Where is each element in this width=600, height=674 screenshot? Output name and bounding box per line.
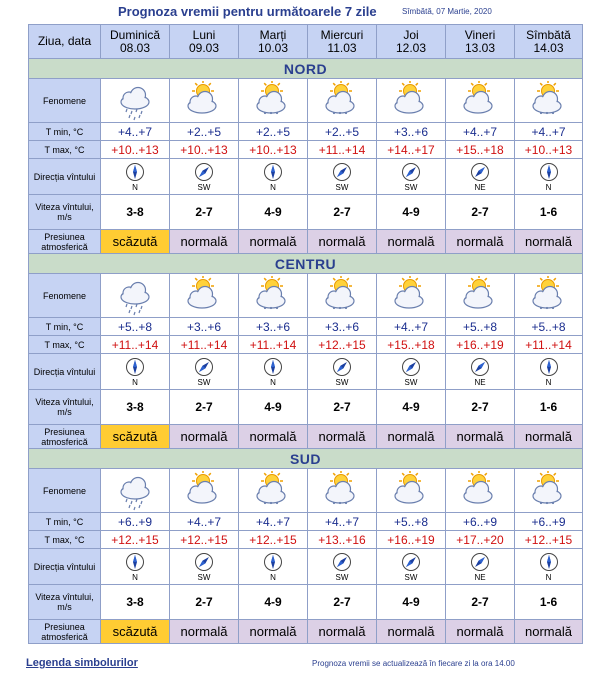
weather-cell	[515, 274, 583, 318]
tmax-value: +16..+19	[377, 531, 446, 549]
tmin-value: +3..+6	[377, 123, 446, 141]
tmax-row	[29, 531, 583, 549]
day-date: 12.03	[395, 40, 427, 55]
tmin-value: +2..+5	[239, 123, 308, 141]
pressure-value: scăzută	[101, 620, 170, 644]
compass-arrow-icon	[263, 552, 283, 572]
wind-speed-value: 3-8	[101, 195, 170, 230]
tmin-row	[29, 123, 583, 141]
wind-direction	[239, 162, 307, 192]
wind-direction	[515, 357, 582, 387]
wind-direction	[239, 552, 307, 582]
wind-direction-cell	[239, 159, 308, 195]
wind-direction-label: SW	[335, 182, 349, 192]
tmin-value: +4..+7	[446, 123, 515, 141]
wind-direction	[170, 552, 238, 582]
wind-direction	[170, 357, 238, 387]
wind-direction	[377, 552, 445, 582]
compass-arrow-icon	[263, 357, 283, 377]
wind-direction-cell	[515, 549, 583, 585]
wind-direction-label: SW	[197, 572, 211, 582]
compass-arrow-icon	[332, 162, 352, 182]
sun-snow-cloud-icon	[239, 81, 307, 121]
tmin-value: +3..+6	[239, 318, 308, 336]
weather-cell	[446, 79, 515, 123]
wind-speed-value: 4-9	[239, 390, 308, 425]
tmin-value: +4..+7	[239, 513, 308, 531]
region-name: CENTRU	[29, 254, 583, 274]
wind-direction	[515, 552, 582, 582]
day-date: 10.03	[257, 40, 289, 55]
wind-direction-cell	[101, 549, 170, 585]
tmin-row	[29, 513, 583, 531]
region-header-row	[29, 59, 583, 79]
sun-snow-cloud-icon	[515, 276, 582, 316]
wind-speed-row	[29, 585, 583, 620]
tmin-value: +6..+9	[101, 513, 170, 531]
top-bar	[0, 0, 600, 24]
wind-direction-cell	[515, 354, 583, 390]
day-name: Duminică	[109, 27, 160, 42]
day-name: Miercuri	[320, 27, 364, 42]
tmax-row	[29, 141, 583, 159]
day-name: Vineri	[464, 27, 496, 42]
forecast-table	[28, 24, 583, 644]
wind-direction-cell	[377, 159, 446, 195]
tmax-row	[29, 336, 583, 354]
pressure-value: normală	[308, 425, 377, 449]
wind-direction	[101, 162, 169, 192]
tmin-value: +4..+7	[515, 123, 583, 141]
weather-cell	[515, 469, 583, 513]
weather-cell	[377, 274, 446, 318]
wind-direction-row	[29, 549, 583, 585]
wind-speed-value: 4-9	[239, 195, 308, 230]
sun-snow-cloud-icon	[239, 471, 307, 511]
row-label: Direcția vîntului	[29, 549, 101, 585]
wind-speed-value: 3-8	[101, 390, 170, 425]
tmax-value: +12..+15	[239, 531, 308, 549]
wind-direction-label: N	[132, 377, 138, 387]
wind-direction-row	[29, 159, 583, 195]
wind-direction-cell	[170, 159, 239, 195]
weather-cell	[239, 469, 308, 513]
wind-direction-label: SW	[197, 377, 211, 387]
day-name: Marți	[259, 27, 287, 42]
region-name: NORD	[29, 59, 583, 79]
weather-cell	[446, 469, 515, 513]
day-header	[239, 25, 308, 59]
compass-arrow-icon	[401, 162, 421, 182]
region-header-row	[29, 449, 583, 469]
row-label: Presiunea atmosferică	[29, 425, 101, 449]
tmin-value: +2..+5	[308, 123, 377, 141]
wind-direction-label: N	[132, 572, 138, 582]
wind-direction	[377, 162, 445, 192]
wind-direction-cell	[308, 549, 377, 585]
update-note: Prognoza vremii se actualizează în fiecare zi la ora 14.00	[312, 659, 515, 668]
weather-cell	[377, 469, 446, 513]
row-label: Direcția vîntului	[29, 159, 101, 195]
tmax-value: +17..+20	[446, 531, 515, 549]
row-label: T min, °C	[29, 513, 101, 531]
wind-speed-value: 2-7	[308, 585, 377, 620]
tmax-value: +11..+14	[515, 336, 583, 354]
tmin-value: +5..+8	[377, 513, 446, 531]
tmax-value: +12..+15	[170, 531, 239, 549]
wind-speed-value: 4-9	[377, 195, 446, 230]
tmin-row	[29, 318, 583, 336]
tmax-value: +10..+13	[101, 141, 170, 159]
pressure-value: normală	[308, 230, 377, 254]
wind-direction-label: N	[545, 182, 552, 192]
tmin-value: +5..+8	[515, 318, 583, 336]
wind-speed-value: 1-6	[515, 585, 583, 620]
pressure-value: normală	[515, 230, 583, 254]
sun-cloud-icon	[446, 81, 514, 121]
wind-direction-label: N	[270, 572, 276, 582]
compass-arrow-icon	[470, 357, 490, 377]
sun-cloud-icon	[446, 276, 514, 316]
page-title: Prognoza vremii pentru următoarele 7 zile	[118, 4, 377, 19]
weather-cell	[101, 274, 170, 318]
weather-cell	[239, 79, 308, 123]
sun-cloud-icon	[170, 276, 238, 316]
weather-cell	[170, 274, 239, 318]
compass-arrow-icon	[470, 162, 490, 182]
tmax-value: +11..+14	[101, 336, 170, 354]
pressure-value: normală	[239, 425, 308, 449]
wind-direction-label: NE	[474, 572, 486, 582]
tmin-value: +4..+7	[101, 123, 170, 141]
weather-icon-row	[29, 274, 583, 318]
pressure-row	[29, 620, 583, 644]
wind-speed-value: 2-7	[308, 195, 377, 230]
wind-direction-cell	[101, 354, 170, 390]
wind-direction-cell	[446, 549, 515, 585]
tmin-value: +3..+6	[308, 318, 377, 336]
tmin-value: +6..+9	[446, 513, 515, 531]
pressure-row	[29, 230, 583, 254]
wind-speed-value: 1-6	[515, 390, 583, 425]
tmin-value: +4..+7	[377, 318, 446, 336]
pressure-value: normală	[170, 620, 239, 644]
tmax-value: +11..+14	[308, 141, 377, 159]
row-label: T max, °C	[29, 141, 101, 159]
wind-direction-cell	[239, 354, 308, 390]
wind-speed-value: 2-7	[446, 195, 515, 230]
tmax-value: +10..+13	[170, 141, 239, 159]
wind-direction-label: N	[545, 572, 552, 582]
day-header	[101, 25, 170, 59]
wind-direction-label: SW	[404, 572, 418, 582]
row-label: Fenomene	[29, 469, 101, 513]
pressure-value: normală	[515, 425, 583, 449]
pressure-value: normală	[377, 425, 446, 449]
compass-arrow-icon	[263, 162, 283, 182]
row-label: Presiunea atmosferică	[29, 620, 101, 644]
compass-arrow-icon	[125, 162, 145, 182]
wind-direction-cell	[446, 159, 515, 195]
region-name: SUD	[29, 449, 583, 469]
compass-arrow-icon	[470, 552, 490, 572]
row-label: T min, °C	[29, 123, 101, 141]
weather-cell	[308, 469, 377, 513]
sun-cloud-icon	[446, 471, 514, 511]
wind-direction-cell	[308, 159, 377, 195]
pressure-value: normală	[170, 230, 239, 254]
day-header	[515, 25, 583, 59]
day-header	[308, 25, 377, 59]
wind-speed-value: 2-7	[446, 390, 515, 425]
wind-direction	[377, 357, 445, 387]
weather-icon-row	[29, 469, 583, 513]
wind-direction-row	[29, 354, 583, 390]
wind-direction	[446, 357, 514, 387]
wind-speed-row	[29, 390, 583, 425]
compass-arrow-icon	[401, 552, 421, 572]
pressure-value: normală	[446, 230, 515, 254]
weather-cell	[101, 469, 170, 513]
pressure-value: normală	[239, 230, 308, 254]
weather-cell	[170, 469, 239, 513]
wind-direction-label: N	[132, 182, 138, 192]
tmax-value: +12..+15	[101, 531, 170, 549]
pressure-value: normală	[308, 620, 377, 644]
wind-speed-value: 3-8	[101, 585, 170, 620]
day-header	[446, 25, 515, 59]
wind-speed-value: 1-6	[515, 195, 583, 230]
current-date: Sîmbătă, 07 Martie, 2020	[402, 7, 492, 16]
weather-cell	[446, 274, 515, 318]
pressure-value: scăzută	[101, 230, 170, 254]
day-name: Luni	[192, 27, 216, 42]
row-label: T max, °C	[29, 531, 101, 549]
weather-cell	[377, 79, 446, 123]
wind-speed-value: 2-7	[170, 585, 239, 620]
tmin-value: +3..+6	[170, 318, 239, 336]
wind-direction-cell	[170, 549, 239, 585]
pressure-value: normală	[446, 620, 515, 644]
wind-direction	[170, 162, 238, 192]
wind-speed-value: 2-7	[170, 390, 239, 425]
day-name: Sîmbătă	[526, 27, 571, 42]
wind-speed-value: 4-9	[377, 585, 446, 620]
sun-cloud-icon	[170, 81, 238, 121]
pressure-value: normală	[377, 230, 446, 254]
day-date: 11.03	[327, 40, 357, 55]
day-date: 08.03	[119, 40, 151, 55]
tmax-value: +13..+16	[308, 531, 377, 549]
compass-arrow-icon	[194, 357, 214, 377]
tmax-value: +10..+13	[515, 141, 583, 159]
compass-arrow-icon	[401, 357, 421, 377]
days-header-row	[29, 25, 583, 59]
wind-direction-cell	[377, 354, 446, 390]
tmax-value: +12..+15	[308, 336, 377, 354]
row-label: Viteza vîntului, m/s	[29, 390, 101, 425]
row-label: Fenomene	[29, 274, 101, 318]
compass-arrow-icon	[332, 552, 352, 572]
rain-cloud-icon	[101, 471, 169, 511]
wind-direction	[101, 552, 169, 582]
wind-direction-cell	[170, 354, 239, 390]
sun-cloud-icon	[377, 276, 445, 316]
compass-arrow-icon	[539, 162, 559, 182]
header-label: Ziua, data	[29, 25, 101, 59]
wind-direction-cell	[377, 549, 446, 585]
pressure-value: normală	[239, 620, 308, 644]
sun-snow-cloud-icon	[308, 471, 376, 511]
wind-direction-label: N	[270, 377, 276, 387]
wind-direction-cell	[308, 354, 377, 390]
wind-direction-label: NE	[474, 182, 486, 192]
day-name: Joi	[403, 27, 419, 42]
tmax-value: +15..+18	[377, 336, 446, 354]
wind-speed-row	[29, 195, 583, 230]
rain-cloud-icon	[101, 276, 169, 316]
sun-snow-cloud-icon	[515, 471, 582, 511]
row-label: T min, °C	[29, 318, 101, 336]
wind-direction	[308, 162, 376, 192]
tmin-value: +5..+8	[446, 318, 515, 336]
sun-cloud-icon	[377, 81, 445, 121]
sun-cloud-icon	[170, 471, 238, 511]
row-label: Presiunea atmosferică	[29, 230, 101, 254]
row-label: Direcția vîntului	[29, 354, 101, 390]
wind-speed-value: 2-7	[446, 585, 515, 620]
wind-direction-label: N	[545, 377, 552, 387]
wind-direction	[101, 357, 169, 387]
compass-arrow-icon	[194, 552, 214, 572]
wind-speed-value: 2-7	[308, 390, 377, 425]
wind-direction-label: N	[270, 182, 276, 192]
rain-cloud-icon	[101, 81, 169, 121]
wind-direction-cell	[101, 159, 170, 195]
sun-snow-cloud-icon	[515, 81, 582, 121]
wind-speed-value: 4-9	[377, 390, 446, 425]
tmax-value: +11..+14	[239, 336, 308, 354]
row-label: Fenomene	[29, 79, 101, 123]
pressure-value: normală	[170, 425, 239, 449]
wind-direction-cell	[515, 159, 583, 195]
weather-cell	[308, 79, 377, 123]
weather-cell	[101, 79, 170, 123]
weather-cell	[239, 274, 308, 318]
pressure-value: normală	[446, 425, 515, 449]
wind-direction-cell	[446, 354, 515, 390]
weather-icon-row	[29, 79, 583, 123]
tmin-value: +4..+7	[170, 513, 239, 531]
pressure-row	[29, 425, 583, 449]
pressure-value: scăzută	[101, 425, 170, 449]
sun-snow-cloud-icon	[308, 81, 376, 121]
weather-cell	[515, 79, 583, 123]
tmax-value: +12..+15	[515, 531, 583, 549]
tmin-value: +2..+5	[170, 123, 239, 141]
row-label: Viteza vîntului, m/s	[29, 585, 101, 620]
compass-arrow-icon	[125, 552, 145, 572]
wind-direction-label: SW	[404, 377, 418, 387]
wind-direction-cell	[239, 549, 308, 585]
wind-direction-label: SW	[404, 182, 418, 192]
wind-direction	[239, 357, 307, 387]
legend-link[interactable]: Legenda simbolurilor	[26, 657, 138, 669]
wind-direction-label: SW	[335, 572, 349, 582]
tmax-value: +11..+14	[170, 336, 239, 354]
wind-direction	[446, 552, 514, 582]
sun-snow-cloud-icon	[308, 276, 376, 316]
wind-direction	[308, 357, 376, 387]
day-date: 14.03	[533, 40, 564, 55]
wind-direction-label: SW	[197, 182, 211, 192]
tmin-value: +6..+9	[515, 513, 583, 531]
pressure-value: normală	[515, 620, 583, 644]
row-label: Viteza vîntului, m/s	[29, 195, 101, 230]
tmin-value: +4..+7	[308, 513, 377, 531]
wind-speed-value: 2-7	[170, 195, 239, 230]
tmax-value: +15..+18	[446, 141, 515, 159]
tmax-value: +14..+17	[377, 141, 446, 159]
row-label: T max, °C	[29, 336, 101, 354]
day-date: 09.03	[188, 40, 220, 55]
compass-arrow-icon	[539, 552, 559, 572]
compass-arrow-icon	[194, 162, 214, 182]
region-header-row	[29, 254, 583, 274]
day-header	[377, 25, 446, 59]
weather-cell	[170, 79, 239, 123]
sun-cloud-icon	[377, 471, 445, 511]
tmin-value: +5..+8	[101, 318, 170, 336]
compass-arrow-icon	[332, 357, 352, 377]
wind-direction-label: SW	[335, 377, 349, 387]
wind-direction	[515, 162, 582, 192]
wind-speed-value: 4-9	[239, 585, 308, 620]
day-header	[170, 25, 239, 59]
wind-direction	[446, 162, 514, 192]
compass-arrow-icon	[125, 357, 145, 377]
wind-direction-label: NE	[474, 377, 486, 387]
compass-arrow-icon	[539, 357, 559, 377]
sun-snow-cloud-icon	[239, 276, 307, 316]
tmax-value: +16..+19	[446, 336, 515, 354]
day-date: 13.03	[464, 40, 496, 55]
tmax-value: +10..+13	[239, 141, 308, 159]
pressure-value: normală	[377, 620, 446, 644]
weather-cell	[308, 274, 377, 318]
wind-direction	[308, 552, 376, 582]
